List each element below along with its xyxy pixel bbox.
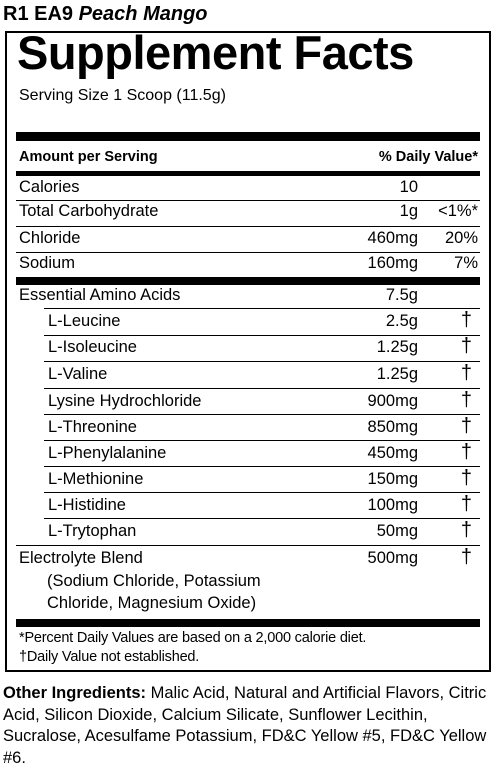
nutrient-name: Total Carbohydrate xyxy=(19,202,159,220)
amino-name: L-Isoleucine xyxy=(48,338,137,356)
nutrient-row-calories xyxy=(16,175,480,200)
dagger-mark: † xyxy=(460,467,472,489)
electrolyte-components-line1: (Sodium Chloride, Potassium xyxy=(47,572,261,590)
daily-value-header: % Daily Value* xyxy=(378,149,478,165)
amino-row-isoleucine xyxy=(16,335,480,360)
amino-group-name: Essential Amino Acids xyxy=(19,286,181,304)
amino-group-amount: 7.5g xyxy=(385,286,418,304)
supplement-facts-panel xyxy=(5,26,491,672)
amino-amount: 900mg xyxy=(367,392,418,410)
amino-row-methionine xyxy=(16,467,480,492)
amino-amount: 100mg xyxy=(367,496,418,514)
amino-row-leucine xyxy=(16,309,480,334)
amino-amount: 450mg xyxy=(367,444,418,462)
dagger-mark: † xyxy=(460,309,472,331)
thick-divider xyxy=(16,132,480,141)
other-ingredients-text: Malic Acid, Natural and Artificial Flavors, Citric Acid, Silicon Dioxide, Calcium Silicate, Sunflower Lecithin, Sucralose, Acesulfame Potassium, FD&C Yellow #5, FD&C Yellow #6. xyxy=(3,684,487,767)
electrolyte-row xyxy=(16,546,480,571)
amino-row-histidine xyxy=(16,493,480,518)
thick-divider xyxy=(16,619,480,627)
amino-row-threonine xyxy=(16,415,480,440)
amino-amount: 50mg xyxy=(376,522,418,540)
amino-amount: 1.25g xyxy=(376,365,418,383)
amino-amount: 850mg xyxy=(367,418,418,436)
product-name: R1 EA9 xyxy=(3,3,74,25)
nutrient-row-sodium xyxy=(16,251,480,276)
product-title xyxy=(3,3,208,26)
other-ingredients-label: Other Ingredients: xyxy=(3,684,147,702)
amino-name: L-Phenylalanine xyxy=(48,444,167,462)
serving-size: Serving Size 1 Scoop (11.5g) xyxy=(19,87,226,104)
electrolyte-components-line2: Chloride, Magnesium Oxide) xyxy=(47,594,257,612)
dagger-mark: † xyxy=(460,441,472,463)
nutrient-amount: 160mg xyxy=(367,254,418,272)
amino-name: Lysine Hydrochloride xyxy=(48,392,202,410)
amino-name: L-Methionine xyxy=(48,470,144,488)
electrolyte-amount: 500mg xyxy=(367,549,418,567)
amino-name: L-Threonine xyxy=(48,418,137,436)
nutrient-row-carbohydrate xyxy=(16,199,480,224)
nutrient-name: Sodium xyxy=(19,254,75,272)
dagger-mark: † xyxy=(460,335,472,357)
facts-title: Supplement Facts xyxy=(17,26,414,79)
amino-row-phenylalanine xyxy=(16,441,480,466)
dagger-mark: † xyxy=(460,546,472,568)
amino-amount: 1.25g xyxy=(376,338,418,356)
amino-amount: 150mg xyxy=(367,470,418,488)
dagger-mark: † xyxy=(460,519,472,541)
amino-row-lysine xyxy=(16,389,480,414)
table-header xyxy=(19,149,480,165)
dagger-mark: † xyxy=(460,362,472,384)
electrolyte-name: Electrolyte Blend xyxy=(19,549,143,567)
amino-name: L-Leucine xyxy=(48,312,121,330)
footnote-daily-values: *Percent Daily Values are based on a 2,000 calorie diet. xyxy=(19,630,367,646)
amino-group-row xyxy=(16,283,480,308)
dagger-mark: † xyxy=(460,493,472,515)
amount-per-serving-header: Amount per Serving xyxy=(19,149,158,165)
amino-row-tryptophan xyxy=(16,519,480,544)
nutrient-row-chloride xyxy=(16,226,480,251)
amino-name: L-Valine xyxy=(48,365,108,383)
nutrient-dv: <1%* xyxy=(438,202,478,220)
footnote-dagger: †Daily Value not established. xyxy=(19,649,200,665)
nutrient-name: Chloride xyxy=(19,229,81,247)
nutrient-amount: 10 xyxy=(399,178,418,196)
amino-amount: 2.5g xyxy=(385,312,418,330)
nutrient-amount: 460mg xyxy=(367,229,418,247)
amino-name: L-Histidine xyxy=(48,496,126,514)
amino-name: L-Trytophan xyxy=(48,522,137,540)
product-flavor: Peach Mango xyxy=(78,3,208,25)
nutrient-amount: 1g xyxy=(399,202,418,220)
other-ingredients xyxy=(3,683,495,769)
nutrient-dv: 20% xyxy=(444,229,478,247)
nutrient-name: Calories xyxy=(19,178,80,196)
dagger-mark: † xyxy=(460,389,472,411)
nutrient-dv: 7% xyxy=(454,254,478,272)
amino-row-valine xyxy=(16,362,480,387)
dagger-mark: † xyxy=(460,415,472,437)
